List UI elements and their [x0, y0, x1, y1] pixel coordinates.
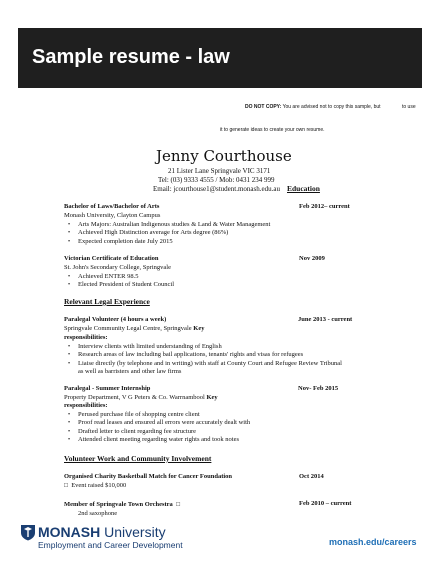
education-date-2: Nov 2009: [299, 255, 325, 262]
education-bullets-1: [68, 221, 271, 246]
volunteer-title-1: Organised Charity Basketball Match for Cancer Foundation: [64, 473, 233, 480]
legal-title-2: Paralegal - Summer Internship: [64, 385, 151, 392]
section-volunteer: Volunteer Work and Community Involvement: [64, 454, 212, 463]
list-item: • Achieved High Distinction average for Arts degree (86%): [68, 229, 229, 237]
education-bullets-2: [68, 273, 175, 290]
legal-title-1: Paralegal Volunteer (4 hours a week): [64, 316, 167, 323]
notice-line-1-end: to use: [402, 104, 416, 110]
person-email: Email: jcourthouse1@student.monash.edu.au: [153, 185, 280, 193]
education-title-1: Bachelor of Laws/Bachelor of Arts: [64, 203, 160, 210]
volunteer-detail-1: □ Event raised $10,000: [64, 482, 127, 489]
volunteer-date-1: Oct 2014: [299, 473, 324, 480]
list-item: • Drafted letter to client regarding fee structure: [68, 427, 197, 435]
notice-text-1: You are advised not to copy this sample, but: [282, 104, 381, 110]
checkbox-glyph: □: [176, 501, 180, 508]
list-item: • Perused purchase file of shopping centre client: [68, 411, 200, 418]
volunteer-date-2: Feb 2010 – current: [299, 500, 352, 507]
list-item: • Proof read leases and ensured all errors were accurately dealt with: [68, 419, 251, 427]
checkbox-glyph: □: [64, 482, 68, 489]
volunteer-title-2: Member of Springvale Town Orchestra □: [64, 501, 180, 508]
legal-date-1: June 2013 - current: [298, 316, 353, 323]
logo-wordmark: MONASH University: [38, 524, 166, 540]
page-title: Sample resume - law: [32, 46, 230, 68]
legal-resp-1: responsibilities:: [64, 334, 108, 341]
person-address: 21 Lister Lane Springvale VIC 3171: [168, 167, 271, 175]
notice-line-1: [245, 104, 381, 110]
list-item: • Attended client meeting regarding water rights and took notes: [68, 435, 240, 443]
education-org-1: Monash University, Clayton Campus: [64, 212, 161, 219]
header-banner: [18, 28, 422, 88]
notice-line-2: it to generate ideas to create your own resume.: [220, 127, 325, 133]
list-item: • Interview clients with limited understanding of English: [68, 343, 222, 350]
list-item: as well as barristers and other law firms: [78, 367, 182, 375]
section-education: Education: [287, 184, 320, 193]
legal-resp-2: responsibilities:: [64, 402, 108, 409]
footer-url-link[interactable]: monash.edu/careers: [329, 537, 417, 547]
person-phone: Tel: (03) 9333 4555 / Mob: 0431 234 999: [158, 176, 275, 184]
list-item: • Liaise directly (by telephone and in writing) with staff at County Court and Refugee Review Tribunal: [68, 359, 342, 367]
logo-subtitle: Employment and Career Development: [38, 540, 183, 550]
education-date-1: Feb 2012– current: [299, 203, 350, 210]
person-name: Jenny Courthouse: [156, 147, 292, 165]
legal-bullets-1: [68, 343, 342, 376]
legal-org-2: Property Department, V G Peters & Co. Warrnambool Key: [64, 394, 218, 401]
education-org-2: St. John's Secondary College, Springvale: [64, 264, 171, 271]
legal-date-2: Nov- Feb 2015: [298, 385, 339, 392]
list-item: • Expected completion date July 2015: [68, 237, 173, 245]
list-item: • Research areas of law including bail applications, tenants' rights and visas for refugees: [68, 351, 304, 359]
notice-bold: DO NOT COPY:: [245, 104, 282, 110]
list-item: • Achieved ENTER 98.5: [68, 273, 139, 280]
monash-shield-icon: [20, 524, 36, 541]
section-legal: Relevant Legal Experience: [64, 297, 150, 306]
education-title-2: Victorian Certificate of Education: [64, 255, 159, 262]
volunteer-detail-2: 2nd saxophone: [78, 510, 118, 517]
list-item: • Arts Majors: Australian Indigenous studies & Land & Water Management: [68, 221, 271, 228]
legal-org-1: Springvale Community Legal Centre, Springvale Key: [64, 325, 205, 332]
list-item: • Elected President of Student Council: [68, 281, 175, 289]
legal-bullets-2: [68, 411, 251, 444]
